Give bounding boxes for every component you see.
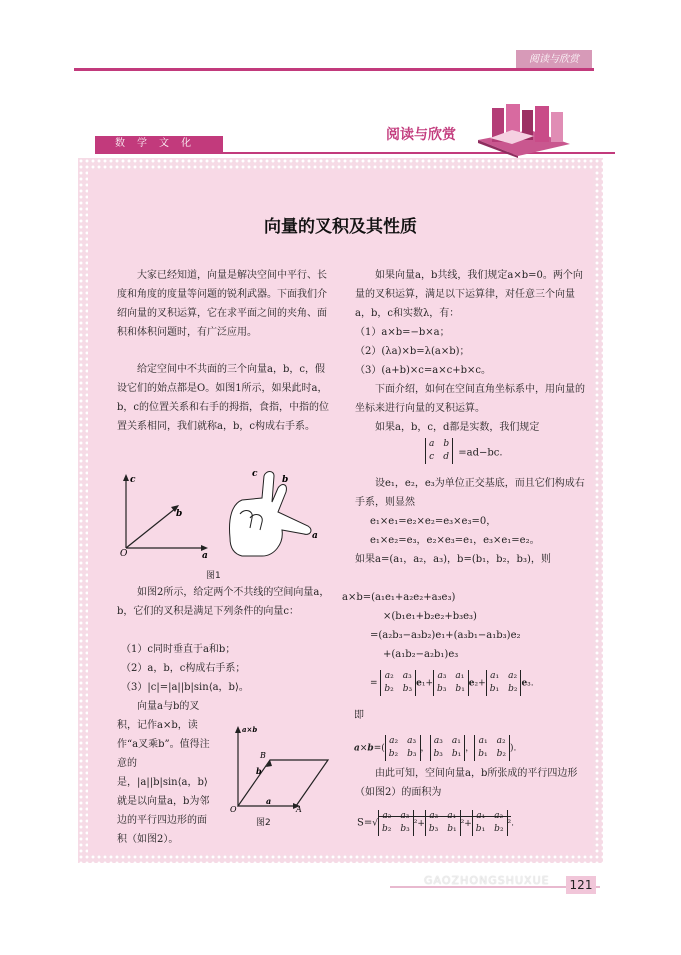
determinant-definition: a b c d =ad−bc.	[425, 438, 503, 464]
culture-label: 数学文化	[95, 136, 223, 152]
formula-line: =(a₂b₃−a₃b₂)e₁+(a₃b₁−a₁b₃)e₂	[370, 630, 521, 641]
svg-text:a: a	[266, 796, 272, 806]
header-section-tab: 阅读与欣赏	[516, 50, 592, 70]
formula-determinant-expansion: = a₂ a₃ b₂ b₃e₁+a₃ a₁ b₃ b₁e₂+a₁ a₂ b₁ b₂e₃.	[370, 671, 534, 694]
reading-label: 阅读与欣赏	[386, 127, 456, 143]
basis-relation: e₁×e₁=e₂×e₂=e₃×e₃=0，	[370, 516, 497, 527]
svg-text:b: b	[282, 475, 289, 485]
paragraph: 向量a与b的叉积，记作a×b，读作“a叉乘b”。值得注意的是，|a||b|sin⟨a，b⟩就是以向量a，b为邻边的平行四边形的面积（如图2）。	[117, 701, 210, 845]
condition-item: （1）c同时垂直于a和b；	[121, 644, 236, 655]
area-label: S=	[357, 817, 373, 829]
law-item: （3）(a+b)×c=a×c+b×c。	[355, 365, 491, 376]
cross-product-coordinates: a×b=(a₂ a₃ b₂ b₃，a₃ a₁ b₃ b₁，a₁ a₂ b₁ b₂).	[354, 736, 517, 759]
paragraph: 如果a，b，c，d都是实数，我们规定	[375, 422, 540, 433]
paragraph: 由此可知，空间向量a，b所张成的平行四边形（如图2）的面积为	[355, 768, 578, 798]
figure-1	[112, 468, 332, 568]
paragraph: 如图2所示，给定两个不共线的空间向量a，b，它们的叉积是满足下列条件的向量c：	[117, 587, 330, 617]
svg-text:a: a	[202, 551, 208, 561]
svg-text:B: B	[260, 751, 266, 760]
formula-line: a×b=(a₁e₁+a₂e₂+a₃e₃)	[342, 592, 456, 603]
figure-2-caption: 图2	[256, 818, 271, 828]
formula-line: +(a₁b₂−a₂b₁)e₃	[383, 649, 459, 660]
determinant-value: =ad−bc.	[458, 447, 503, 459]
formula-line: ×(b₁e₁+b₂e₂+b₃e₃)	[383, 611, 477, 622]
condition-item: （2）a，b，c构成右手系；	[121, 663, 246, 674]
svg-text:b: b	[256, 766, 262, 776]
svg-text:A: A	[296, 805, 302, 812]
paragraph: 给定空间中不共面的三个向量a，b，c，假设它们的始点都是O。如图1所示，如果此时a，b，c的位置关系和右手的拇指，食指，中指的位置关系相同，我们就称a，b，c构成右手系。	[117, 364, 330, 432]
books-icon	[470, 100, 580, 158]
header-rule	[74, 68, 594, 71]
paragraph: 如果a=(a₁，a₂，a₃)，b=(b₁，b₂，b₃)，则	[355, 554, 551, 565]
svg-text:a: a	[312, 531, 318, 541]
paragraph: 如果向量a，b共线，我们规定a×b=0。两个向量的叉积运算，满足以下运算律，对任意三个向量a，b，c和实数λ，有：	[355, 270, 583, 319]
svg-text:O: O	[230, 805, 237, 812]
law-item: （1）a×b=−b×a；	[355, 327, 450, 338]
svg-text:c: c	[130, 475, 136, 485]
area-formula: S=√a₂ a₃ b₂ b₃²+a₃ a₁ b₃ b₁²+a₁ a₂ b₁ b₂².	[357, 811, 515, 834]
paragraph: 大家已经知道，向量是解决空间中平行、长度和角度的度量等问题的锐利武器。下面我们介绍向量的叉积运算，它在求平面之间的夹角、面积和体积问题时，有广泛应用。	[117, 270, 327, 338]
svg-text:c: c	[252, 469, 258, 479]
figure-2	[222, 720, 332, 812]
svg-text:O: O	[120, 549, 128, 559]
right-hand-icon	[230, 472, 311, 557]
svg-text:b: b	[176, 509, 183, 519]
footer-series-text: GAOZHONGSHUXUE	[424, 874, 550, 887]
formula-label: 即	[354, 710, 364, 721]
svg-text:a×b: a×b	[242, 725, 258, 734]
condition-item: （3）|c|=|a||b|sin⟨a，b⟩。	[121, 682, 249, 693]
paragraph: 设e₁，e₂，e₃为单位正交基底，而且它们构成右手系，则显然	[355, 478, 585, 508]
page-number: 121	[566, 876, 596, 894]
basis-relation: e₁×e₂=e₃，e₂×e₃=e₁，e₃×e₁=e₂。	[370, 535, 540, 546]
article-title: 向量的叉积及其性质	[264, 217, 417, 237]
paragraph: 下面介绍，如何在空间直角坐标系中，用向量的坐标来进行向量的叉积运算。	[355, 384, 585, 414]
figure-1-caption: 图1	[206, 571, 221, 581]
law-item: （2）(λa)×b=λ(a×b)；	[355, 346, 470, 357]
